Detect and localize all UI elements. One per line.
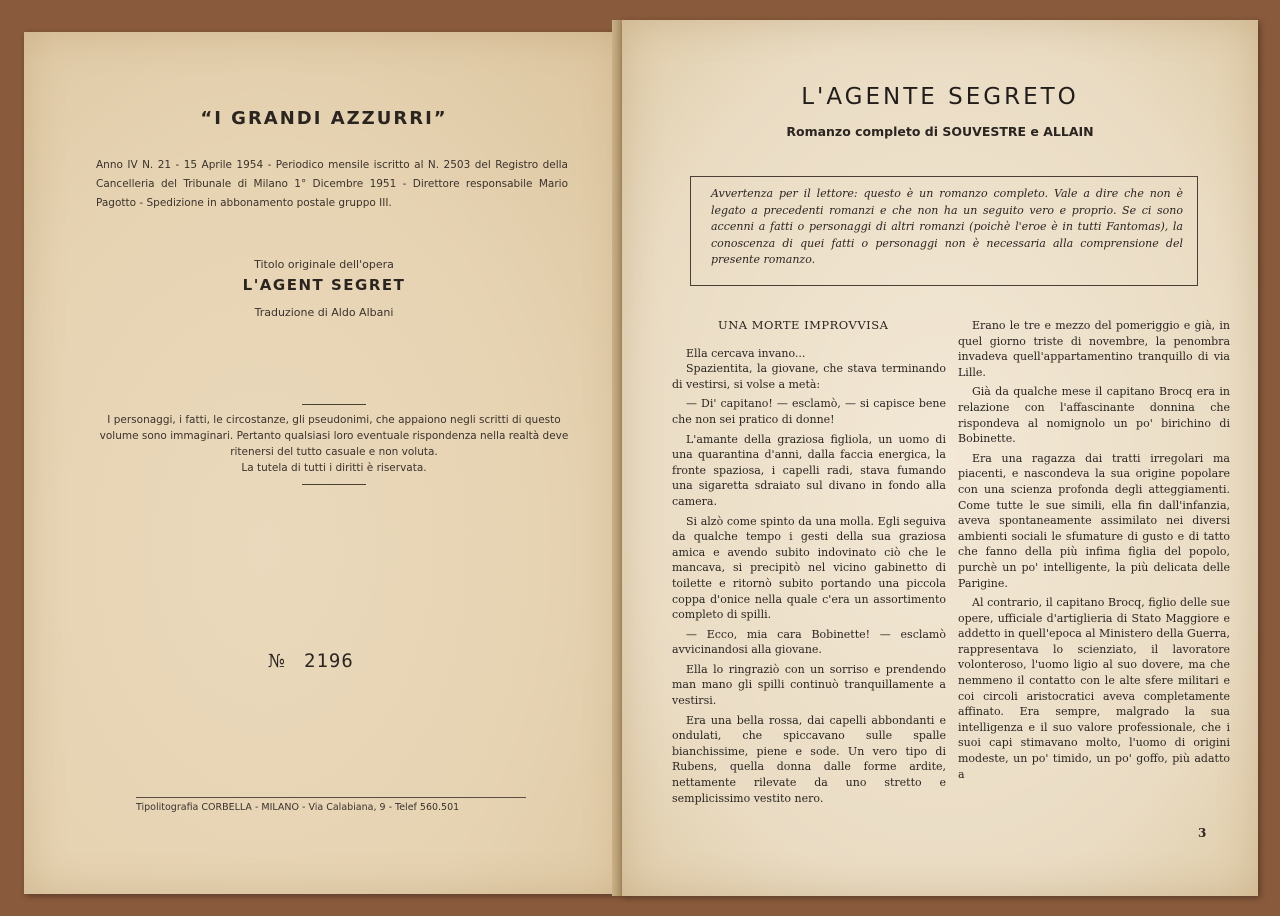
series-title: “I GRANDI AZZURRI” (200, 108, 448, 129)
novel-subtitle: Romanzo completo di SOUVESTRE e ALLAIN (786, 124, 1094, 139)
page-number: 3 (1198, 826, 1207, 840)
paragraph: Era una bella rossa, dai capelli abbondanti e ondulati, che spiccavano sulle spalle bianchissime, piene e sode. Un vero tipo di Rubens, quella donna dalle forme ardite, nettamente rilevate da uno stretto e semplicissimo vestito nero. (672, 713, 946, 805)
paragraph: Ella lo ringraziò con un sorriso e prendendo man mano gli spilli continuò tranquillamente a vestirsi. (672, 662, 946, 708)
paragraph: Era una ragazza dai tratti irregolari ma piacenti, e nascondeva la sua origine popolare con una scienza profonda degli atteggiamenti. Come tutte le sue simili, ella fin dall'infanzia, aveva spontaneamente assimilato nei diversi ambienti sociali le sfumature di gusto e di tatto che fanno della più infima figlia del popolo, purchè un po' intelligente, la più delicata delle Parigine. (958, 451, 1230, 590)
novel-title: L'AGENTE SEGRETO (801, 84, 1079, 110)
right-page (622, 20, 1258, 896)
original-title: L'AGENT SEGRET (242, 276, 406, 294)
divider-bottom (302, 484, 366, 485)
footer-divider (136, 797, 526, 798)
original-title-label: Titolo originale dell'opera (254, 258, 394, 271)
number-value: 2196 (304, 650, 354, 672)
paragraph: — Di' capitano! — esclamò, — si capisce bene che non sei pratico di donne! (672, 397, 946, 426)
paragraph: — Ecco, mia cara Bobinette! — esclamò avvicinandosi alla giovane. (672, 627, 946, 657)
printer-imprint: Tipolitografia CORBELLA - MILANO - Via Calabiana, 9 - Telef 560.501 (136, 802, 460, 813)
reader-notice: Avvertenza per il lettore: questo è un romanzo completo. Vale a dire che non è legato a precedenti romanzi e che non ha un seguito vero e proprio. Se ci sono accenni a fatti o personaggi di altri romanzi (poichè l'eroe è in tutti Fantomas), la conoscenza di quei fatti o personaggi non è necessaria alla comprensione del presente romanzo. (690, 176, 1198, 286)
copy-number (268, 650, 354, 672)
paragraph: Già da qualche mese il capitano Brocq era in relazione con l'affascinante donnina che rispondeva al nomignolo un po' birichino di Bobinette. (958, 385, 1230, 446)
paragraph: Spazientita, la giovane, che stava terminando di vestirsi, si volse a metà: (672, 362, 946, 391)
number-symbol: № (268, 651, 287, 672)
divider-top (302, 404, 366, 405)
text-column-2 (958, 318, 1230, 786)
paragraph: L'amante della graziosa figliola, un uomo di una quarantina d'anni, dalla faccia energica, la fronte spaziosa, i capelli radi, stava fumando una sigaretta sdraiato sul divano in fondo alla camera. (672, 432, 946, 508)
left-page (24, 32, 624, 894)
text-column-1 (672, 318, 946, 810)
paragraph: Al contrario, il capitano Brocq, figlio delle sue opere, ufficiale d'artiglieria di Stato Maggiore e addetto in quell'epoca al Ministero della Guerra, rappresentava lo scienziato, il lavoratore volonteroso, l'uomo ligio al suo dovere, ma che nemmeno il contatto con le alte sfere militari e coi circoli aristocratici aveva completamente affinato. Era sempre, malgrado la sua intelligenza e il suo valore professionale, che i suoi capi stimavano molto, l'uomo di origini modeste, un po' timido, un po' goffo, più adatto a (958, 596, 1230, 781)
rights-notice: La tutela di tutti i diritti è riservata. (241, 462, 427, 474)
disclaimer-text: I personaggi, i fatti, le circostanze, gli pseudonimi, che appaiono negli scritti di questo volume sono immaginari. Pertanto qualsiasi loro eventuale rispondenza nella realtà deve ritenersi del tutto casuale e non voluta. (99, 414, 569, 458)
chapter-title: UNA MORTE IMPROVVISA (718, 318, 889, 332)
disclaimer (94, 412, 574, 476)
translation-credit: Traduzione di Aldo Albani (254, 306, 394, 319)
paragraph: Ella cercava invano... (686, 346, 806, 360)
paragraph: Erano le tre e mezzo del pomeriggio e già, in quel giorno triste di novembre, la penombra invadeva quell'appartamentino tranquillo di via Lille. (958, 319, 1230, 379)
publication-info: Anno IV N. 21 - 15 Aprile 1954 - Periodico mensile iscritto al N. 2503 del Registro della Cancelleria del Tribunale di Milano 1° Dicembre 1951 - Direttore responsabile Mario Pagotto - Spedizione in abbonamento postale gruppo III. (96, 159, 568, 209)
paragraph: Si alzò come spinto da una molla. Egli seguiva da qualche tempo i gesti della sua graziosa amica e avendo subito indovinato ciò che le mancava, si precipitò nel vicino gabinetto di toilette e ritornò subito portando una piccola coppa d'onice nella quale c'era un assortimento completo di spilli. (672, 514, 946, 622)
